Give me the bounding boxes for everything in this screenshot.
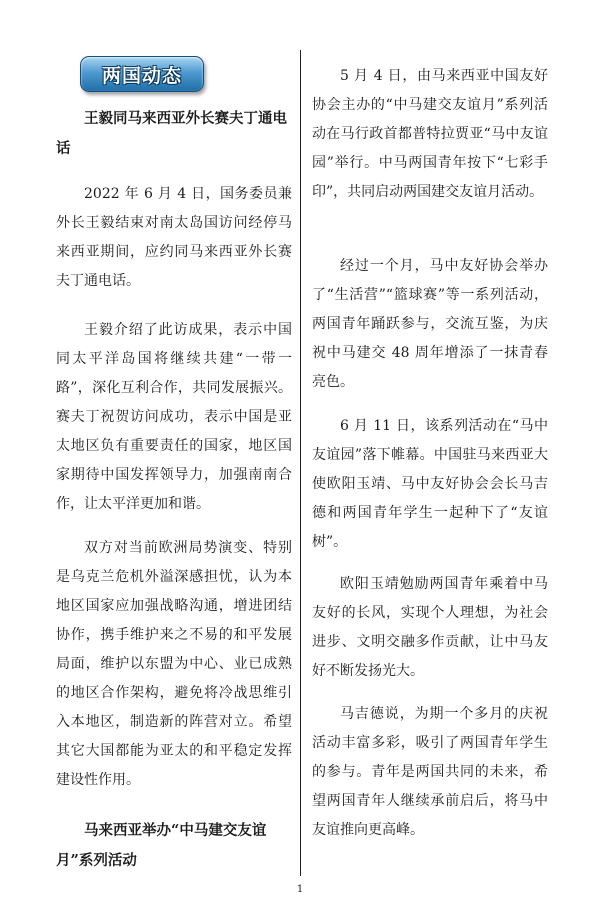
column-divider [300,50,301,876]
left-column [56,0,292,880]
article-heading-wang-yi: 王毅同马来西亚外长赛夫丁通电话 [56,110,287,157]
article-heading-friendship-month: 马来西亚举办“中马建交友谊月”系列活动 [56,822,267,869]
paragraph: 5 月 4 日，由马来西亚中国友好协会主办的“中马建交友谊月”系列活动在马行政首都普特拉贾亚“马中友谊园”举行。中马两国青年按下“七彩手印”，共同启动两国建交友谊月活动。 [312,68,548,200]
paragraph: 双方对当前欧洲局势演变、特别是乌克兰危机外溢深感担忧，认为本地区国家应加强战略沟通，增进团结协作，携手维护来之不易的和平发展局面，维护以东盟为中心、业已成熟的地区合作架构，避免将冷战思维引入本地区，制造新的阵营对立。希望其它大国都能为亚太的和平稳定发挥建设性作用。 [56,540,292,788]
page-number: 1 [296,884,304,895]
paragraph: 马吉德说，为期一个多月的庆祝活动丰富多彩，吸引了两国青年学生的参与。青年是两国共同的未来，希望两国青年人继续承前启后，将马中友谊推向更高峰。 [312,706,548,838]
section-badge-label: 两国动态 [101,65,182,87]
paragraph: 6 月 11 日，该系列活动在“马中友谊园”落下帷幕。中国驻马来西亚大使欧阳玉靖、马中友好协会会长马吉德和两国青年学生一起种下了“友谊树”。 [312,418,548,550]
paragraph: 王毅介绍了此访成果，表示中国同太平洋岛国将继续共建“一带一路”，深化互利合作，共同发展振兴。赛夫丁祝贺访问成功，表示中国是亚太地区负有重要责任的国家，地区国家期待中国发挥领导力，加强南南合作，让太平洋更加和谐。 [56,322,292,512]
paragraph: 经过一个月，马中友好协会举办了“生活营”“篮球赛”等一系列活动，两国青年踊跃参与，交流互鉴，为庆祝中马建交 48 周年增添了一抹青春亮色。 [312,258,548,390]
paragraph: 2022 年 6 月 4 日，国务委员兼外长王毅结束对南太岛国访问经停马来西亚期间，应约同马来西亚外长赛夫丁通电话。 [56,186,292,289]
paragraph: 欧阳玉靖勉励两国青年乘着中马友好的长风，实现个人理想，为社会进步、文明交融多作贡献，让中马友好不断发扬光大。 [312,576,548,679]
right-column [312,0,548,880]
